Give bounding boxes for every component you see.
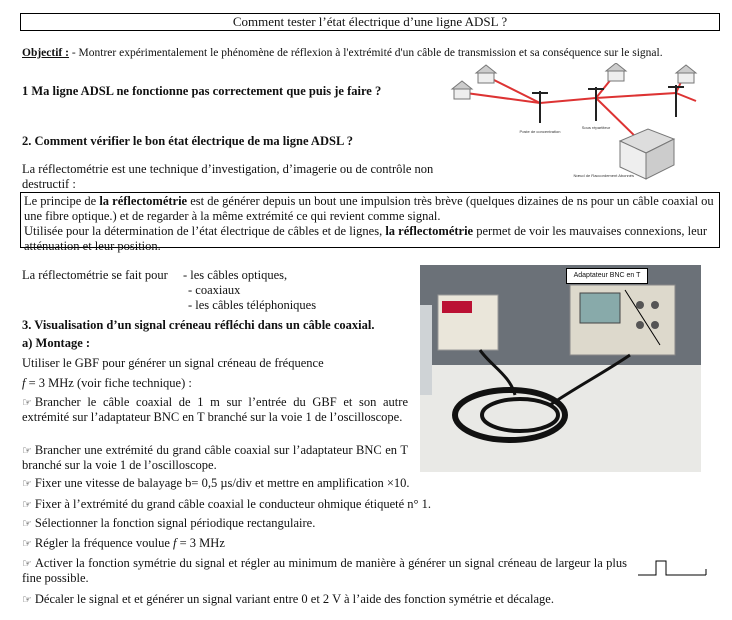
- objective-text: - Montrer expérimentalement le phénomène de réflexion à l'extrémité d'un câble de transmission et sa conséquence sur le signal.: [68, 47, 663, 59]
- objective: [22, 47, 712, 59]
- pointing-hand-icon: ☞: [22, 477, 32, 490]
- step-1: [22, 395, 408, 425]
- pointing-hand-icon: ☞: [22, 593, 32, 606]
- building-icon: [620, 129, 674, 179]
- step-text: Décaler le signal et et générer un signal variant entre 0 et 2 V à l’aide des fonction symétrie et décalage.: [34, 592, 554, 606]
- pointing-hand-icon: ☞: [22, 557, 32, 570]
- section2-intro-line1: La réflectométrie est une technique d’investigation, d’imagerie ou de contrôle non: [22, 162, 434, 176]
- type-item: - coaxiaux: [188, 283, 241, 297]
- step-5: [22, 516, 315, 531]
- diagram-label-left: Poste de concentration: [519, 129, 561, 134]
- bnc-adapter-label: Adaptateur BNC en T: [566, 268, 648, 284]
- pole-icon: [532, 85, 684, 123]
- objective-label: Objectif :: [22, 47, 69, 59]
- step-6: [22, 536, 225, 551]
- diagram-label-center: Sous répartiteur: [581, 125, 611, 130]
- step-8: [22, 592, 554, 607]
- page-title: Comment tester l’état électrique d’une ligne ADSL ?: [20, 13, 720, 31]
- pointing-hand-icon: ☞: [22, 396, 32, 409]
- step-text: Régler la fréquence voulue: [34, 536, 174, 550]
- usage-text-a: Utilisée pour la détermination de l’état électrique de câbles et de lignes,: [24, 224, 386, 238]
- section1-heading: 1 Ma ligne ADSL ne fonctionne pas correctement que puis je faire ?: [22, 84, 382, 98]
- step-text: Sélectionner la fonction signal périodique rectangulaire.: [34, 516, 316, 530]
- frequency-symbol: f: [22, 376, 26, 390]
- step-7: [22, 556, 627, 586]
- principle-text-b: est de générer depuis un bout une impulsion très brève (quelques dizaines de ns pour un câble coaxial ou une fibre optique.) et de regarder à la même extrémité ce qui revient comme signal.: [24, 194, 714, 223]
- step-text: Fixer à l’extrémité du grand câble coaxial le conducteur ohmique étiqueté n° 1.: [34, 497, 432, 511]
- step-2: [22, 443, 408, 473]
- lab-photo-drawing: [420, 265, 701, 472]
- step-text: Brancher le câble coaxial de 1 m sur l’entrée du GBF et son autre extrémité sur l’adaptateur BNC en T branché sur la voie 1 de l’oscilloscope.: [22, 395, 408, 424]
- pointing-hand-icon: ☞: [22, 498, 32, 511]
- type-item: - les câbles optiques,: [183, 268, 288, 282]
- step-4: [22, 497, 431, 512]
- step-text: Fixer une vitesse de balayage b= 0,5 µs/div et mettre en amplification ×10.: [34, 476, 410, 490]
- step-text: Brancher une extrémité du grand câble coaxial sur l’adaptateur BNC en T branché sur la voie 1 de l’oscilloscope.: [22, 443, 408, 472]
- frequency-value: = 3 MHz: [176, 536, 225, 550]
- frequency-line: [22, 376, 192, 391]
- principle-text-a: Le principe de: [24, 194, 100, 208]
- section3-heading: 3. Visualisation d’un signal créneau réfléchi dans un câble coaxial.: [22, 318, 375, 332]
- square-pulse-icon: [638, 559, 708, 577]
- section2-heading: 2. Comment vérifier le bon état électrique de ma ligne ADSL ?: [22, 134, 353, 148]
- pointing-hand-icon: ☞: [22, 517, 32, 530]
- principle-box: [20, 192, 720, 253]
- section3-sub-a: a) Montage :: [22, 336, 91, 350]
- usage-text-b: permet de voir les mauvaises connexions, leur atténuation et leur position.: [24, 224, 708, 253]
- pointing-hand-icon: ☞: [22, 537, 32, 550]
- frequency-value: = 3 MHz (voir fiche technique) :: [25, 376, 192, 390]
- pointing-hand-icon: ☞: [22, 444, 32, 457]
- frequency-symbol: f: [173, 536, 177, 550]
- gbf-instruction: Utiliser le GBF pour générer un signal créneau de fréquence: [22, 356, 324, 370]
- principle-bold-1: la réflectométrie: [99, 194, 188, 208]
- usage-bold: la réflectométrie: [385, 224, 474, 238]
- diagram-label-right: Nœud de Raccordement Abonnés: [573, 173, 634, 178]
- adsl-network-diagram: [448, 63, 704, 188]
- type-item: - les câbles téléphoniques: [188, 298, 317, 312]
- step-3: [22, 476, 410, 491]
- lab-setup-photo: [420, 265, 701, 472]
- types-intro: La réflectométrie se fait pour: [22, 268, 168, 282]
- step-text: Activer la fonction symétrie du signal et régler au minimum de manière à générer un signal créneau de largeur la plus fine possible.: [22, 556, 627, 585]
- section2-intro-line2: destructif :: [22, 177, 76, 191]
